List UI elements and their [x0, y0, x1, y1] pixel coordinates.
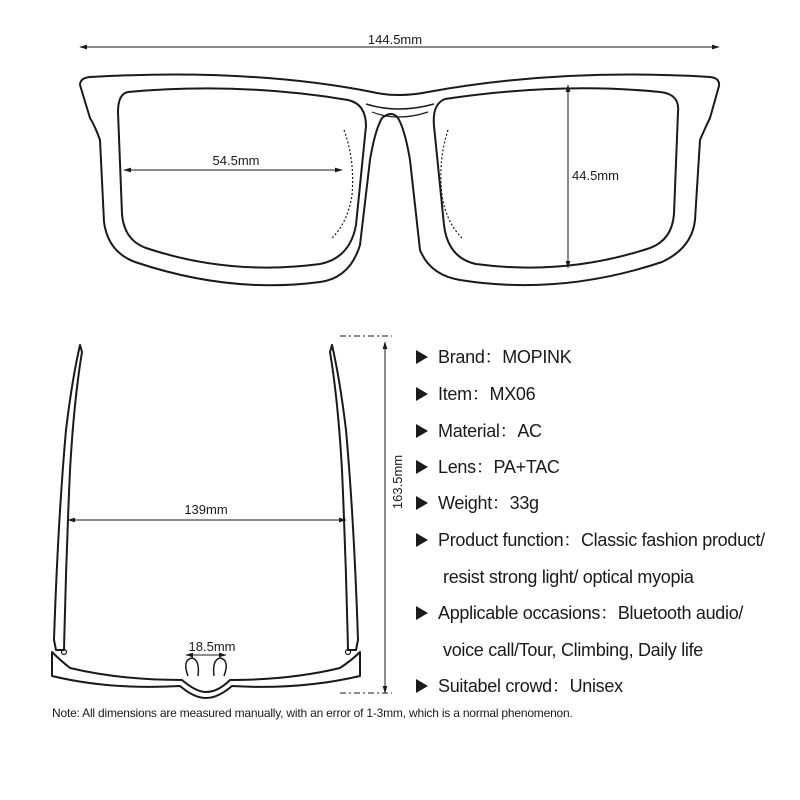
spec-applicable-occasions: [416, 602, 743, 624]
spec-material-label: Material：: [438, 421, 518, 441]
spec-suitable-crowd: [416, 675, 623, 697]
spec-lens-label: Lens：: [438, 457, 494, 477]
spec-crowd-value: Unisex: [569, 676, 623, 696]
temple-length-label: 163.5mm: [390, 454, 405, 510]
total-width-label: 144.5mm: [367, 32, 423, 47]
right-lens: [434, 88, 678, 267]
spec-item-value: MX06: [489, 384, 536, 404]
arrow-icon: [416, 496, 428, 510]
spec-lens-value: PA+TAC: [493, 457, 560, 477]
arrow-icon: [416, 606, 428, 620]
spec-material: [416, 420, 542, 442]
left-nose-pad: [332, 130, 353, 238]
spec-weight-value: 33g: [509, 493, 539, 513]
spec-product-function: [416, 529, 765, 551]
spec-occasions-value-2: voice call/Tour, Climbing, Daily life: [443, 640, 703, 660]
left-lens: [118, 88, 366, 267]
spec-crowd-label: Suitabel crowd：: [438, 676, 570, 696]
arrow-icon: [416, 533, 428, 547]
measurement-note: Note: All dimensions are measured manually, with an error of 1-3mm, which is a normal phenomenon.: [52, 706, 573, 720]
spec-brand-label: Brand：: [438, 347, 503, 367]
front-view-frame: [80, 75, 719, 286]
spec-material-value: AC: [517, 421, 542, 441]
spec-item: [416, 383, 535, 405]
arrow-icon: [416, 460, 428, 474]
spec-applicable-occasions-cont: [443, 639, 703, 661]
front-frame-top: [52, 652, 360, 698]
arrow-icon: [416, 424, 428, 438]
spec-product-function-value: Classic fashion product/: [580, 530, 765, 550]
spec-product-function-label: Product function：: [438, 530, 581, 550]
spec-brand: [416, 346, 571, 368]
arrow-icon: [416, 350, 428, 364]
spec-product-function-value-2: resist strong light/ optical myopia: [443, 567, 694, 587]
spec-lens: [416, 456, 560, 478]
spec-product-function-cont: [443, 566, 694, 588]
spec-occasions-label: Applicable occasions：: [438, 603, 618, 623]
right-temple: [330, 345, 358, 650]
spec-weight: [416, 492, 539, 514]
spec-item-label: Item：: [438, 384, 490, 404]
left-temple: [54, 345, 82, 650]
spec-occasions-value: Bluetooth audio/: [617, 603, 744, 623]
spec-brand-value: MOPINK: [502, 347, 572, 367]
arrow-icon: [416, 387, 428, 401]
bridge-width-label: 18.5mm: [188, 639, 236, 654]
temple-spacing-label: 139mm: [184, 502, 228, 517]
lens-height-label: 44.5mm: [572, 168, 619, 183]
spec-weight-label: Weight：: [438, 493, 510, 513]
arrow-icon: [416, 679, 428, 693]
lens-width-label: 54.5mm: [212, 153, 260, 168]
